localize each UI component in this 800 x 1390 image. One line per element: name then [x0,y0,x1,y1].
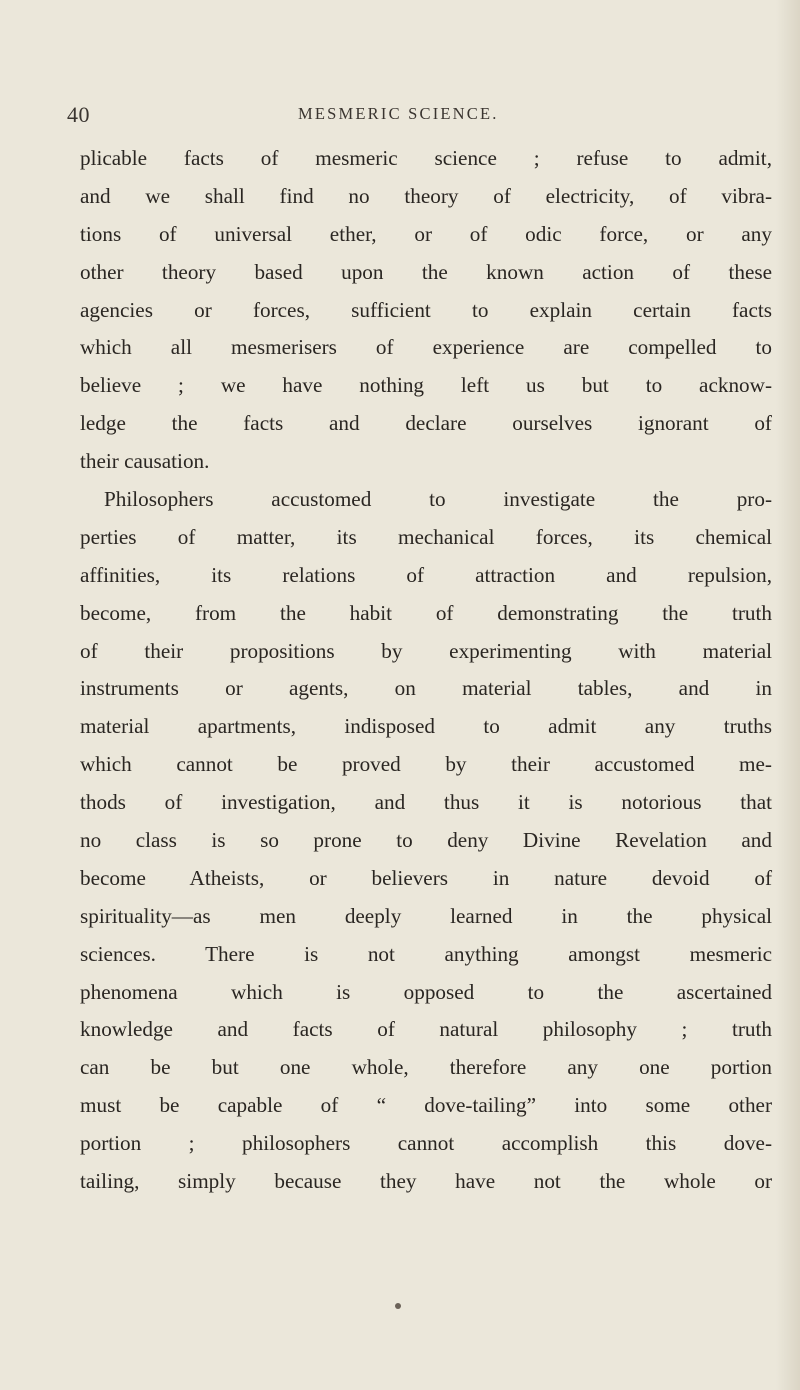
text-line: knowledge and facts of natural philosophy ; truth [80,1017,772,1042]
page-number: 40 [67,102,90,127]
text-line: ledge the facts and declare ourselves ignorant of [80,411,772,436]
text-line: believe ; we have nothing left us but to acknow- [80,373,772,398]
text-line: tailing, simply because they have not the whole or [80,1169,772,1194]
body-text [80,140,772,1201]
text-line: which all mesmerisers of experience are compelled to [80,335,772,360]
text-line: and we shall find no theory of electricity, of vibra- [80,183,772,208]
text-line: tions of universal ether, or of odic force, or any [80,221,772,246]
text-line: sciences. There is not anything amongst mesmeric [80,941,772,966]
text-line: which cannot be proved by their accustomed me- [80,752,772,777]
text-line: thods of investigation, and thus it is notorious that [80,790,772,815]
running-title: MESMERIC SCIENCE. [298,104,499,123]
text-line: can be but one whole, therefore any one portion [80,1055,772,1080]
text-line: become, from the habit of demonstrating the truth [80,600,772,625]
text-line: no class is so prone to deny Divine Revelation and [80,828,772,853]
text-line: become Atheists, or believers in nature devoid of [80,865,772,890]
text-line: agencies or forces, sufficient to explain certain facts [80,297,772,322]
text-line: must be capable of “ dove-tailing” into some other [80,1093,772,1118]
text-line: Philosophers accustomed to investigate the pro- [104,487,772,512]
text-line: affinities, its relations of attraction and repulsion, [80,562,772,587]
text-line: phenomena which is opposed to the ascertained [80,979,772,1004]
text-line: of their propositions by experimenting with material [80,638,772,663]
text-line: their causation. [80,449,210,474]
text-line: plicable facts of mesmeric science ; refuse to admit, [80,146,772,170]
page-edge-shadow [776,0,800,1390]
text-line: other theory based upon the known action of these [80,259,772,284]
text-line: perties of matter, its mechanical forces, its chemical [80,524,772,549]
running-head [67,100,767,140]
ink-speck [395,1303,401,1309]
text-line: material apartments, indisposed to admit any truths [80,714,772,739]
text-line: spirituality—as men deeply learned in the physical [80,903,772,928]
text-line: portion ; philosophers cannot accomplish this dove- [80,1131,772,1156]
text-line: instruments or agents, on material tables, and in [80,676,772,701]
